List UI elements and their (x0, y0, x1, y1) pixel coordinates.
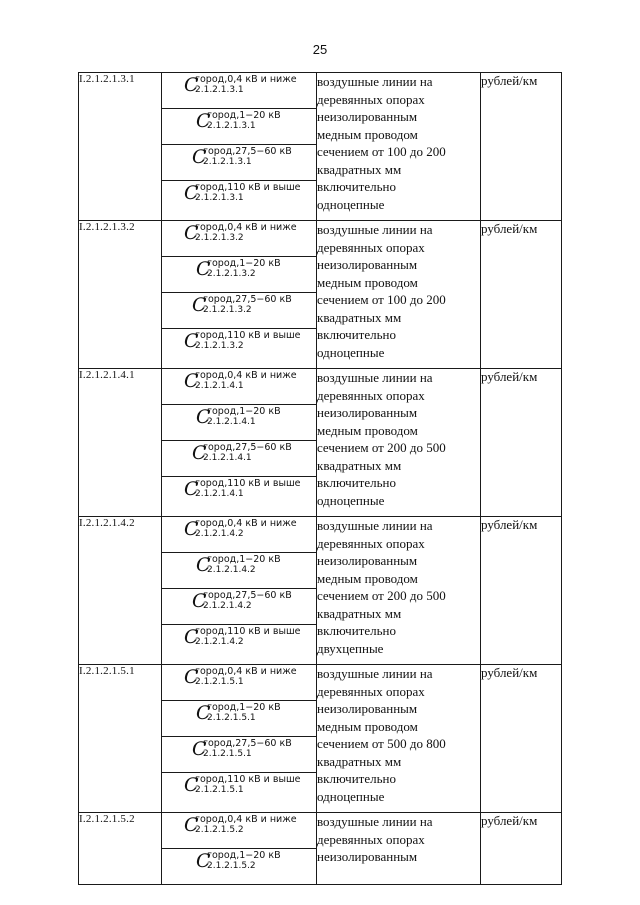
formula-cell (162, 849, 317, 885)
formula-superscript: город,1−20 кВ (207, 850, 281, 861)
formula-cell (162, 813, 317, 849)
formula-subscript: 2.1.2.1.5.1 (195, 677, 244, 687)
description-line: одноцепные (317, 196, 385, 212)
description-line: неизолированным (317, 553, 418, 568)
page-number: 25 (312, 42, 328, 57)
row-code: I.2.1.2.1.4.2 (79, 517, 162, 665)
description-line: медным проводом (317, 570, 418, 586)
description-line: медным проводом (317, 274, 418, 290)
description-cell (317, 813, 481, 885)
formula-subscript: 2.1.2.1.4.1 (207, 417, 256, 427)
description-line: квадратных мм (317, 605, 402, 621)
formula-subscript: 2.1.2.1.3.2 (203, 305, 252, 315)
formula-symbol: C (184, 518, 199, 540)
description-line: медным проводом (317, 718, 418, 734)
formula-cell (162, 625, 317, 665)
description-line: включительно (317, 771, 396, 786)
formula-cell (162, 145, 317, 181)
description-line: воздушные линии на (317, 222, 433, 237)
formula-subscript: 2.1.2.1.3.2 (195, 341, 244, 351)
description-line: деревянных опорах (317, 683, 425, 699)
formula-subscript: 2.1.2.1.3.1 (195, 85, 244, 95)
formula-symbol: C (192, 146, 207, 168)
formula-symbol: C (192, 590, 207, 612)
formula-cell (162, 477, 317, 517)
formula-symbol: C (184, 182, 199, 204)
formula-subscript: 2.1.2.1.5.1 (203, 749, 252, 759)
description-line: включительно (317, 179, 396, 194)
formula-cell (162, 441, 317, 477)
formula-cell (162, 293, 317, 329)
description-line: медным проводом (317, 422, 418, 438)
formula-subscript: 2.1.2.1.5.1 (195, 785, 244, 795)
description-line: квадратных мм (317, 161, 402, 177)
formula-subscript: 2.1.2.1.4.2 (207, 565, 256, 575)
formula-subscript: 2.1.2.1.5.2 (207, 861, 256, 871)
description-line: деревянных опорах (317, 535, 425, 551)
description-line: неизолированным (317, 701, 418, 716)
formula-superscript: город,0,4 кВ и ниже (195, 222, 297, 233)
formula-superscript: город,27,5−60 кВ (203, 294, 292, 305)
description-line: неизолированным (317, 405, 418, 420)
formula-symbol: C (184, 774, 199, 796)
unit-cell: рублей/км (481, 813, 562, 885)
formula-superscript: город,27,5−60 кВ (203, 442, 292, 453)
formula-symbol: C (192, 442, 207, 464)
description-line: воздушные линии на (317, 814, 433, 829)
formula-subscript: 2.1.2.1.4.1 (195, 489, 244, 499)
formula-superscript: город,0,4 кВ и ниже (195, 666, 297, 677)
description-line: деревянных опорах (317, 387, 425, 403)
description-cell (317, 517, 481, 665)
formula-cell (162, 181, 317, 221)
description-line: сечением от 200 до 500 (317, 440, 446, 455)
description-line: воздушные линии на (317, 74, 433, 89)
unit-cell: рублей/км (481, 73, 562, 221)
description-line: одноцепные (317, 788, 385, 804)
unit-cell: рублей/км (481, 517, 562, 665)
description-line: квадратных мм (317, 309, 402, 325)
description-cell (317, 73, 481, 221)
formula-symbol: C (184, 74, 199, 96)
formula-symbol: C (184, 330, 199, 352)
formula-subscript: 2.1.2.1.5.1 (207, 713, 256, 723)
formula-cell (162, 773, 317, 813)
formula-subscript: 2.1.2.1.3.1 (195, 193, 244, 203)
description-line: воздушные линии на (317, 518, 433, 533)
row-code: I.2.1.2.1.5.1 (79, 665, 162, 813)
description-line: сечением от 100 до 200 (317, 292, 446, 307)
table-row (79, 517, 562, 553)
table-row (79, 813, 562, 849)
description-line: квадратных мм (317, 753, 402, 769)
formula-cell (162, 701, 317, 737)
description-line: одноцепные (317, 492, 385, 508)
formula-symbol: C (196, 850, 211, 872)
formula-subscript: 2.1.2.1.3.1 (203, 157, 252, 167)
formula-superscript: город,0,4 кВ и ниже (195, 814, 297, 825)
formula-symbol: C (196, 406, 211, 428)
formula-subscript: 2.1.2.1.3.1 (207, 121, 256, 131)
formula-cell (162, 329, 317, 369)
description-cell (317, 665, 481, 813)
formula-superscript: город,0,4 кВ и ниже (195, 74, 297, 85)
description-line: включительно (317, 475, 396, 490)
table-row (79, 73, 562, 109)
formula-cell (162, 369, 317, 405)
formula-cell (162, 221, 317, 257)
table-row (79, 221, 562, 257)
description-line: одноцепные (317, 344, 385, 360)
description-line: двухцепные (317, 640, 384, 656)
formula-cell (162, 517, 317, 553)
description-line: деревянных опорах (317, 91, 425, 107)
formula-symbol: C (196, 110, 211, 132)
formula-symbol: C (192, 738, 207, 760)
formula-symbol: C (184, 666, 199, 688)
formula-symbol: C (184, 626, 199, 648)
formula-superscript: город,0,4 кВ и ниже (195, 518, 297, 529)
description-line: воздушные линии на (317, 666, 433, 681)
formula-superscript: город,0,4 кВ и ниже (195, 370, 297, 381)
formula-subscript: 2.1.2.1.3.2 (195, 233, 244, 243)
formula-superscript: город,1−20 кВ (207, 702, 281, 713)
formula-cell (162, 737, 317, 773)
formula-superscript: город,1−20 кВ (207, 554, 281, 565)
formula-superscript: город,27,5−60 кВ (203, 146, 292, 157)
formula-symbol: C (196, 554, 211, 576)
formula-superscript: город,110 кВ и выше (195, 182, 301, 193)
formula-superscript: город,110 кВ и выше (195, 330, 301, 341)
formula-subscript: 2.1.2.1.5.2 (195, 825, 244, 835)
table-row (79, 665, 562, 701)
description-line: медным проводом (317, 126, 418, 142)
description-line: неизолированным (317, 849, 418, 864)
formula-cell (162, 589, 317, 625)
unit-cell: рублей/км (481, 369, 562, 517)
formula-symbol: C (192, 294, 207, 316)
description-line: включительно (317, 623, 396, 638)
formula-cell (162, 257, 317, 293)
description-line: включительно (317, 327, 396, 342)
formula-superscript: город,1−20 кВ (207, 406, 281, 417)
unit-cell: рублей/км (481, 665, 562, 813)
formula-superscript: город,1−20 кВ (207, 258, 281, 269)
formula-subscript: 2.1.2.1.3.2 (207, 269, 256, 279)
description-cell (317, 369, 481, 517)
formula-subscript: 2.1.2.1.4.2 (203, 601, 252, 611)
description-line: сечением от 200 до 500 (317, 588, 446, 603)
row-code: I.2.1.2.1.3.1 (79, 73, 162, 221)
description-line: сечением от 500 до 800 (317, 736, 446, 751)
tariff-table-body (79, 73, 562, 885)
formula-superscript: город,1−20 кВ (207, 110, 281, 121)
formula-superscript: город,110 кВ и выше (195, 626, 301, 637)
formula-superscript: город,27,5−60 кВ (203, 738, 292, 749)
description-line: воздушные линии на (317, 370, 433, 385)
unit-cell: рублей/км (481, 221, 562, 369)
formula-subscript: 2.1.2.1.4.1 (203, 453, 252, 463)
formula-cell (162, 553, 317, 589)
formula-cell (162, 73, 317, 109)
formula-cell (162, 405, 317, 441)
formula-subscript: 2.1.2.1.4.1 (195, 381, 244, 391)
formula-symbol: C (184, 814, 199, 836)
formula-superscript: город,110 кВ и выше (195, 478, 301, 489)
description-line: неизолированным (317, 257, 418, 272)
formula-symbol: C (196, 702, 211, 724)
formula-symbol: C (184, 370, 199, 392)
formula-superscript: город,110 кВ и выше (195, 774, 301, 785)
table-row (79, 369, 562, 405)
description-line: квадратных мм (317, 457, 402, 473)
formula-superscript: город,27,5−60 кВ (203, 590, 292, 601)
formula-cell (162, 109, 317, 145)
description-line: сечением от 100 до 200 (317, 144, 446, 159)
description-line: деревянных опорах (317, 831, 425, 847)
description-line: неизолированным (317, 109, 418, 124)
row-code: I.2.1.2.1.3.2 (79, 221, 162, 369)
row-code: I.2.1.2.1.5.2 (79, 813, 162, 885)
description-line: деревянных опорах (317, 239, 425, 255)
formula-symbol: C (184, 478, 199, 500)
formula-subscript: 2.1.2.1.4.2 (195, 529, 244, 539)
row-code: I.2.1.2.1.4.1 (79, 369, 162, 517)
tariff-table (78, 72, 562, 885)
formula-symbol: C (196, 258, 211, 280)
formula-subscript: 2.1.2.1.4.2 (195, 637, 244, 647)
formula-cell (162, 665, 317, 701)
description-cell (317, 221, 481, 369)
formula-symbol: C (184, 222, 199, 244)
